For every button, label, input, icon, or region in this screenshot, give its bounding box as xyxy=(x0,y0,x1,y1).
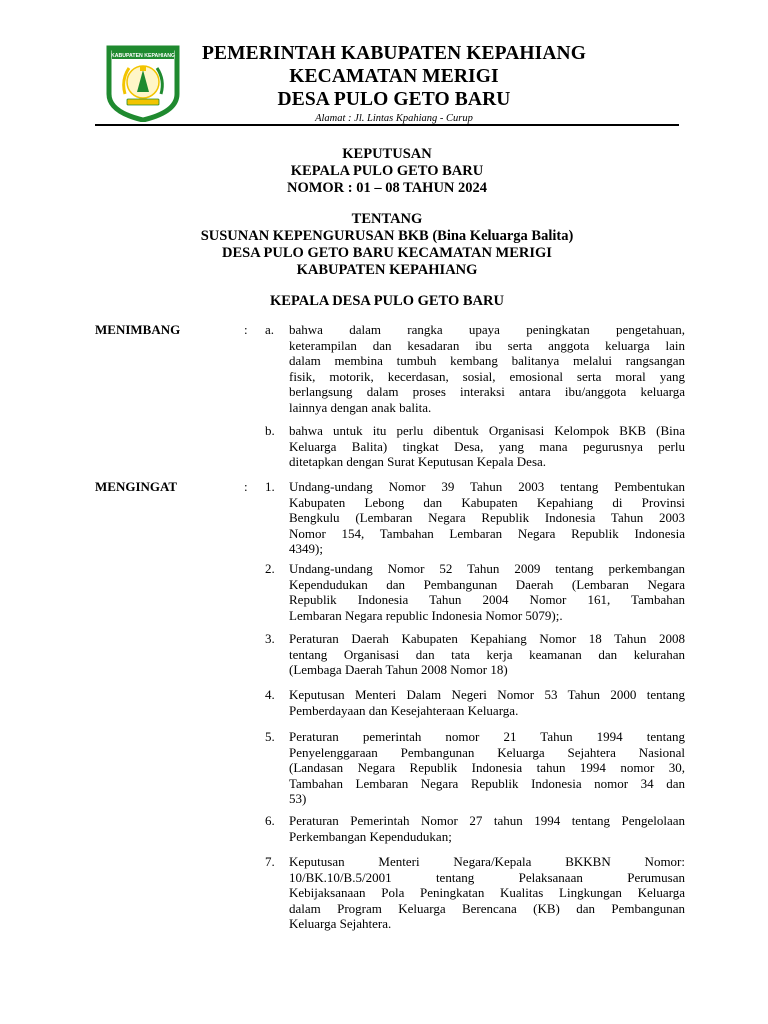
text-line: Republik Indonesia Tahun 2004 Nomor 161, Tambahan xyxy=(289,592,685,607)
item-marker: 7. xyxy=(265,854,275,869)
text-line: 10/BK.10/B.5/2001 tentang Pelaksanaan Perumusan xyxy=(289,869,685,885)
item-text xyxy=(289,479,685,557)
menimbang-label: MENIMBANG xyxy=(95,322,181,337)
item-text xyxy=(289,854,685,932)
text-line: Peraturan Daerah Kabupaten Kepahiang Nomor 18 Tahun 2008 xyxy=(289,631,685,646)
subject-line-1: SUSUNAN KEPENGURUSAN BKB (Bina Keluarga Balita) xyxy=(200,228,574,244)
text-line: lainnya dengan anak balita. xyxy=(289,399,432,415)
letterhead-government: PEMERINTAH KABUPATEN KEPAHIANG xyxy=(202,43,586,64)
text-line: Keputusan Menteri Dalam Negeri Nomor 53 Tahun 2000 tentang xyxy=(289,687,685,702)
text-line: (Lembaga Daerah Tahun 2008 Nomor 18) xyxy=(289,662,508,677)
text-line: Kabupaten Lebong dan Kabupaten Kepahiang di Provinsi xyxy=(289,494,685,510)
letterhead-address: Alamat : Jl. Lintas Kpahiang - Curup xyxy=(315,113,473,124)
kabupaten-kepahiang-emblem xyxy=(103,42,183,122)
item-text xyxy=(289,813,685,844)
letterhead-village: DESA PULO GETO BARU xyxy=(277,89,511,110)
text-line: 4349); xyxy=(289,541,323,556)
item-marker: 1. xyxy=(265,479,275,494)
mengingat-colon: : xyxy=(244,479,248,494)
item-text xyxy=(289,561,685,623)
subject-line-3: KABUPATEN KEPAHIANG xyxy=(296,262,478,278)
item-marker: 5. xyxy=(265,729,275,744)
text-line: Lembaran Negara republic Indonesia Nomor 5079);. xyxy=(289,607,563,623)
item-marker: b. xyxy=(265,423,275,438)
text-line: fisik, motorik, kecerdasan, sosial, emosional serta moral yang xyxy=(289,368,685,384)
letterhead-district: KECAMATAN MERIGI xyxy=(289,66,499,87)
text-line: Undang-undang Nomor 39 Tahun 2003 tentang Pembentukan xyxy=(289,479,685,494)
text-line: Keluarga Sejahtera. xyxy=(289,916,392,931)
item-marker: a. xyxy=(265,322,275,337)
text-line: berlangsung dalam proses interaksi antara ibu/anggota keluarga xyxy=(289,384,685,399)
item-marker: 6. xyxy=(265,813,275,828)
subject-line-2: DESA PULO GETO BARU KECAMATAN MERIGI xyxy=(222,245,552,261)
item-text xyxy=(289,631,685,678)
text-line: (Landasan Negara Republik Indonesia tahun 1994 nomor 30, xyxy=(289,760,685,775)
mengingat-label: MENGINGAT xyxy=(95,479,178,494)
item-marker: 4. xyxy=(265,687,275,702)
item-text xyxy=(289,322,685,415)
text-line: tentang Organisasi dan tata kerja keamanan dan kelurahan xyxy=(289,646,685,662)
text-line: Kependudukan dan Pembangunan Daerah (Lembaran Negara xyxy=(289,576,685,592)
item-text xyxy=(289,423,685,470)
text-line: Peraturan Pemerintah Nomor 27 tahun 1994 tentang Pengelolaan xyxy=(289,813,685,828)
text-line: 53) xyxy=(289,791,307,806)
text-line: bahwa dalam rangka upaya peningkatan pengetahuan, xyxy=(289,322,685,337)
text-line: Peraturan pemerintah nomor 21 Tahun 1994 tentang xyxy=(289,729,685,744)
decision-title-block xyxy=(95,146,679,279)
text-line: Nomor 154, Tambahan Lembaran Negara Republik Indonesia xyxy=(289,525,685,541)
text-line: Penyelenggaraan Pembangunan Keluarga Sejahtera Nasional xyxy=(289,744,685,760)
text-line: dalam Program Keluarga Berencana (KB) dan Pembangunan xyxy=(289,900,685,916)
decision-title: KEPUTUSAN xyxy=(342,146,432,162)
text-line: Bengkulu (Lembaran Negara Republik Indonesia Tahun 2003 xyxy=(289,510,685,525)
text-line: keterampilan dan kesadaran ibu serta anggota keluarga lain xyxy=(289,337,685,353)
text-line: Perkembangan Kependudukan; xyxy=(289,828,452,844)
text-line: bahwa untuk itu perlu dibentuk Organisasi Kelompok BKB (Bina xyxy=(289,423,685,438)
text-line: dalam membina tumbuh kembang balitanya melalui rangsangan xyxy=(289,353,685,368)
item-marker: 3. xyxy=(265,631,275,646)
subject-heading: TENTANG xyxy=(351,211,423,227)
text-line: ditetapkan dengan Surat Keputusan Kepala Desa. xyxy=(289,454,547,469)
item-marker: 2. xyxy=(265,561,275,576)
item-text xyxy=(289,687,685,718)
authority-heading: KEPALA DESA PULO GETO BARU xyxy=(270,293,504,309)
decision-number: NOMOR : 01 – 08 TAHUN 2024 xyxy=(286,180,488,196)
letterhead xyxy=(192,42,596,126)
text-line: Keluarga Balita) tingkat Desa, yang mana pegurusnya perlu xyxy=(289,438,685,454)
menimbang-colon: : xyxy=(244,322,248,337)
decision-issuer: KEPALA PULO GETO BARU xyxy=(290,163,484,179)
text-line: Undang-undang Nomor 52 Tahun 2009 tentang perkembangan xyxy=(289,561,685,576)
letterhead-divider xyxy=(95,124,679,126)
emblem-label: KABUPATEN KEPAHIANG xyxy=(111,53,175,59)
text-line: Tambahan Lembaran Negara Republik Indonesia nomor 34 dan xyxy=(289,775,685,791)
item-text xyxy=(289,729,685,807)
text-line: Keputusan Menteri Negara/Kepala BKKBN Nomor: xyxy=(289,854,685,869)
text-line: Pemberdayaan dan Kesejahteraan Keluarga. xyxy=(289,702,519,718)
text-line: Kebijaksanaan Pola Peningkatan Kualitas Lingkungan Keluarga xyxy=(289,885,685,900)
